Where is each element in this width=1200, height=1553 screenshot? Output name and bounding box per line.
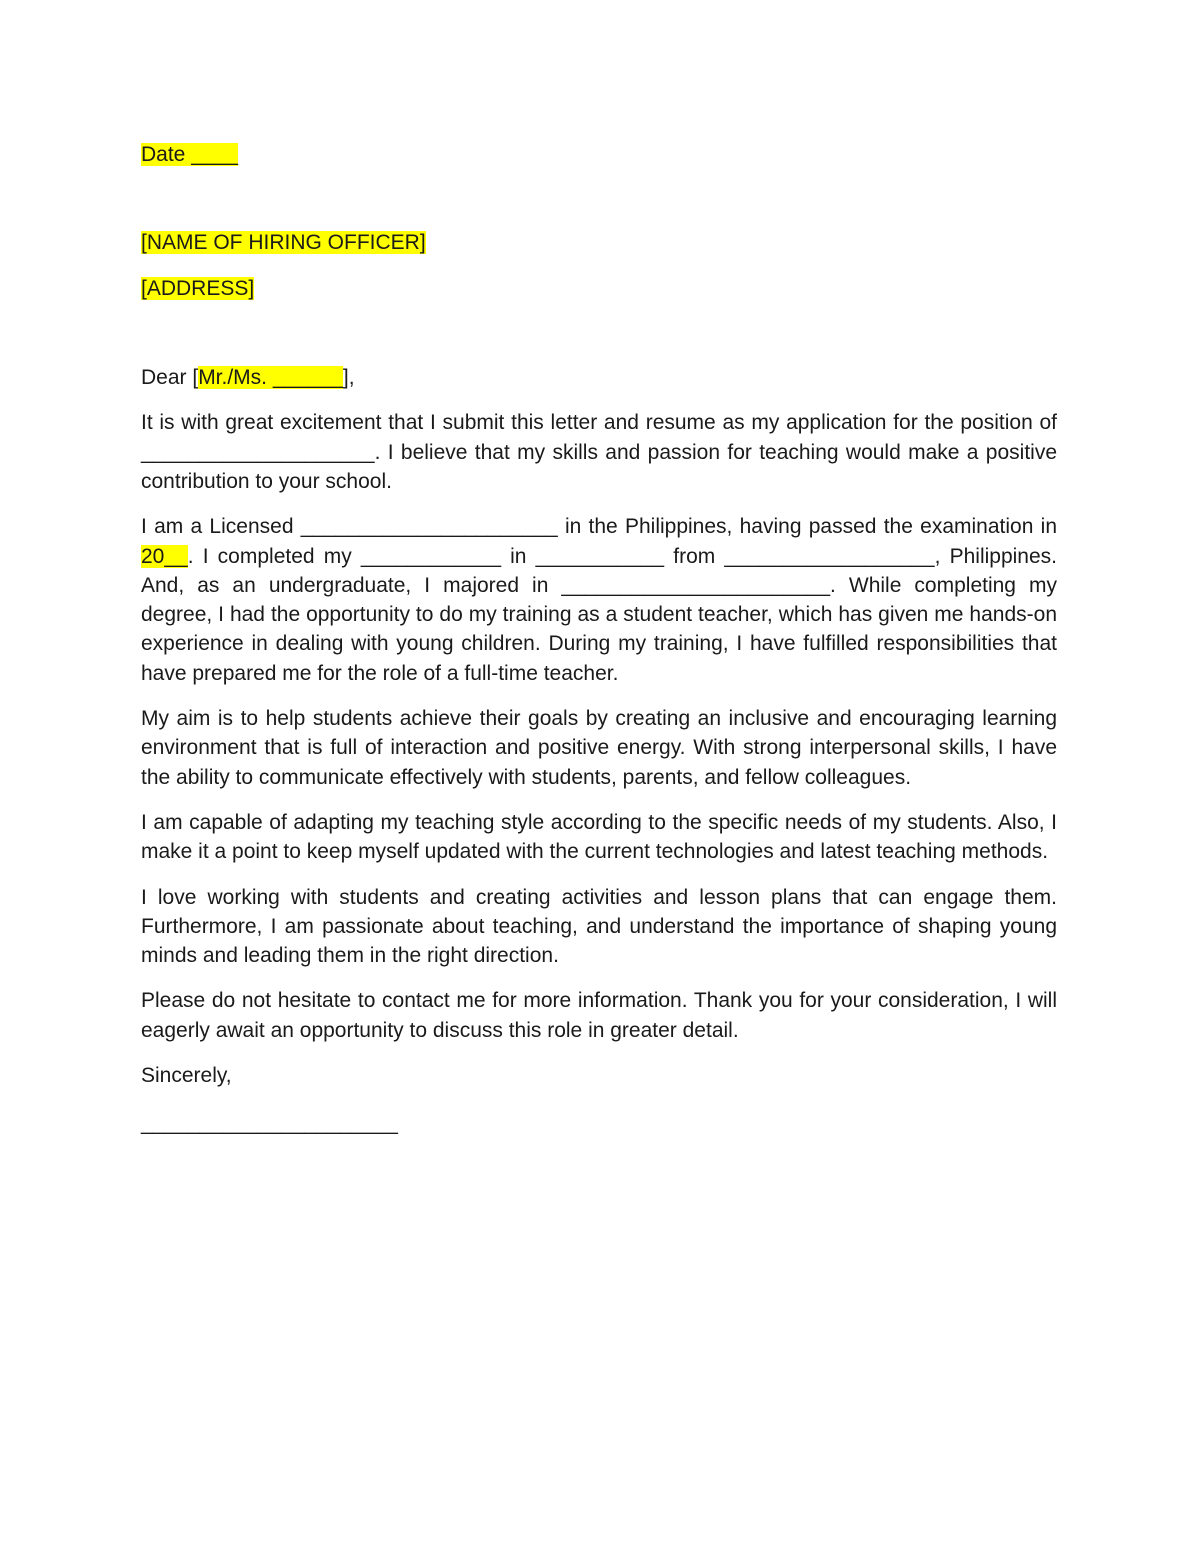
salutation: [141, 363, 1057, 392]
paragraph-2-part-1: I am a Licensed ______________________ in the Philippines, having passed the examination in: [141, 515, 1057, 539]
recipient-name-placeholder: [NAME OF HIRING OFFICER]: [141, 231, 426, 254]
signature-line: ______________________: [141, 1112, 398, 1136]
recipient-address: [141, 274, 1057, 303]
letter-page: [141, 140, 1057, 1139]
closing: Sincerely,: [141, 1064, 232, 1088]
salutation-placeholder: Mr./Ms. ______: [198, 366, 343, 390]
paragraph-3: My aim is to help students achieve their goals by creating an inclusive and encouraging learning environment that is full of interaction and positive energy. With strong interpersonal skills, I have the ability to communicate effectively with students, parents, and fellow colleagues.: [141, 707, 1057, 789]
date-placeholder: Date ____: [141, 143, 238, 166]
recipient-name: [141, 228, 1057, 257]
paragraph-2-part-2: . I completed my ____________ in ___________ from __________________, Philippines. And, as an undergraduate, I majored in _______________________. While completing my degree, I had the opportunity to do my training as a student teacher, which has given me hands-on experience in dealing with young children. During my training, I have fulfilled responsibilities that have prepared me for the role of a full-time teacher.: [141, 544, 1057, 685]
salutation-suffix: ],: [342, 366, 355, 390]
paragraph-4: I am capable of adapting my teaching style according to the specific needs of my students. Also, I make it a point to keep myself updated with the current technologies and latest teaching methods.: [141, 810, 1057, 864]
year-placeholder: 20__: [141, 544, 188, 568]
date-line: [141, 140, 1057, 169]
salutation-prefix: Dear [: [141, 366, 199, 390]
paragraph-5: I love working with students and creating activities and lesson plans that can engage them. Furthermore, I am passionate about teaching, and understand the importance of shaping young minds and leading them in the right direction.: [141, 885, 1057, 968]
recipient-address-placeholder: [ADDRESS]: [141, 276, 255, 300]
paragraph-2: [141, 512, 1057, 688]
paragraph-1: It is with great excitement that I submit this letter and resume as my application for the position of ____________________. I believe that my skills and passion for teaching would make a positive contribution to your school.: [141, 411, 1057, 493]
paragraph-6: Please do not hesitate to contact me for more information. Thank you for your consideration, I will eagerly await an opportunity to discuss this role in greater detail.: [141, 989, 1057, 1042]
